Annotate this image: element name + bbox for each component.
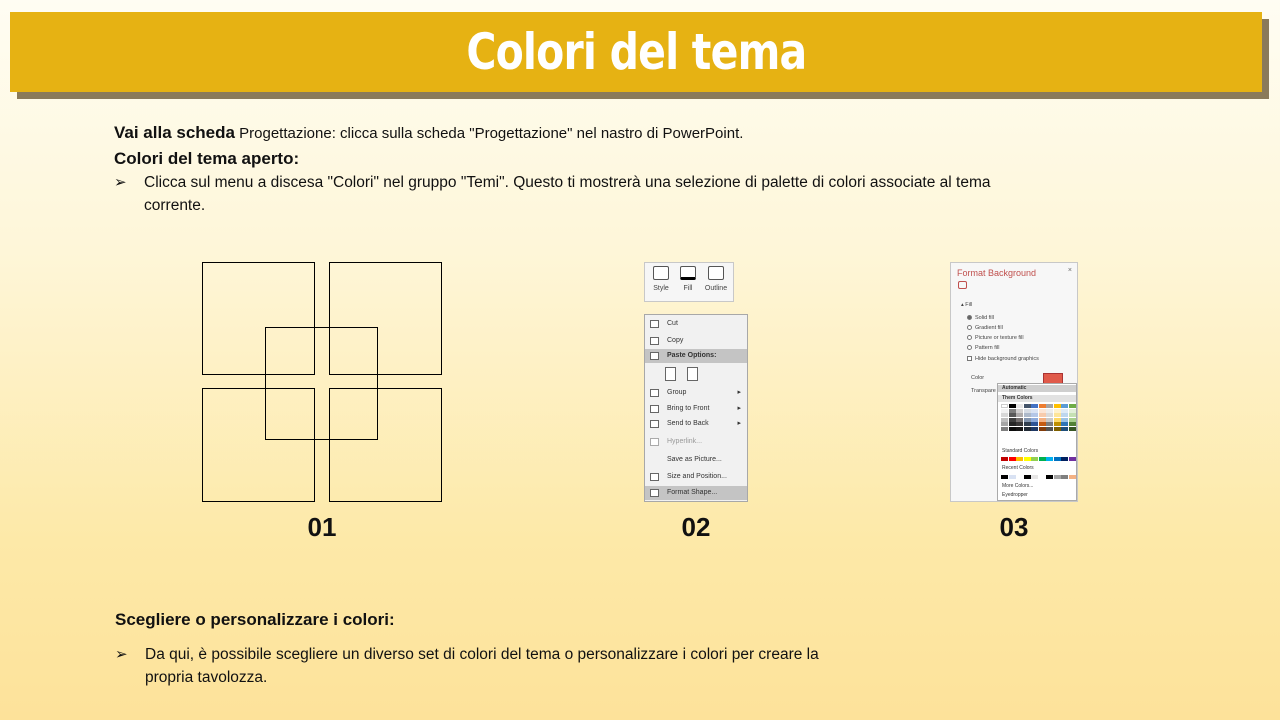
color-label: Color bbox=[971, 375, 985, 381]
radio-icon bbox=[967, 335, 972, 340]
fill-bucket-icon bbox=[680, 266, 696, 280]
menu-item-send-to-back[interactable] bbox=[645, 417, 747, 431]
menu-item-format-shape[interactable] bbox=[645, 486, 747, 500]
bring-front-icon bbox=[650, 405, 659, 413]
scissors-icon bbox=[650, 320, 659, 328]
menu-item-hyperlink[interactable] bbox=[645, 435, 747, 449]
option-picture-fill[interactable] bbox=[967, 335, 1024, 341]
option-solid-fill[interactable] bbox=[967, 315, 994, 321]
step-number-02: 02 bbox=[681, 512, 711, 542]
submenu-arrow-icon: ▸ bbox=[737, 389, 741, 396]
menu-item-label: Send to Back bbox=[667, 420, 709, 427]
step-number-01: 01 bbox=[307, 512, 337, 542]
palette-standard-colors-header: Standard Colors bbox=[1002, 448, 1039, 454]
shape-format-ribbon bbox=[644, 262, 734, 302]
intro-text: Progettazione: clicca sulla scheda "Progettazione" nel nastro di PowerPoint. bbox=[234, 125, 744, 142]
hide-graphics-checkbox[interactable] bbox=[967, 356, 1039, 362]
option-label: Gradient fill bbox=[975, 325, 1003, 331]
menu-item-label: Size and Position... bbox=[667, 473, 727, 480]
menu-item-paste-options bbox=[645, 349, 747, 363]
checkbox-label: Hide background graphics bbox=[975, 356, 1039, 362]
submenu-arrow-icon: ▸ bbox=[737, 420, 741, 427]
section2-heading: Scegliere o personalizzare i colori: bbox=[115, 610, 395, 629]
menu-item-copy[interactable] bbox=[645, 334, 747, 348]
ribbon-outline-label: Outline bbox=[704, 285, 728, 292]
paste-icon bbox=[650, 352, 659, 360]
transparency-label: Transpare bbox=[971, 388, 996, 394]
menu-item-label: Format Shape... bbox=[667, 489, 718, 496]
radio-icon bbox=[967, 345, 972, 350]
option-gradient-fill[interactable] bbox=[967, 325, 1003, 331]
link-icon bbox=[650, 438, 659, 446]
menu-item-label: Group bbox=[667, 389, 687, 396]
menu-item-size-and-position[interactable] bbox=[645, 470, 747, 484]
menu-item-label: Paste Options: bbox=[667, 352, 717, 359]
section1-bullet-line2: corrente. bbox=[144, 197, 206, 214]
checkbox-icon bbox=[967, 356, 972, 361]
context-menu bbox=[644, 314, 748, 502]
group-icon bbox=[650, 389, 659, 397]
style-icon bbox=[653, 266, 669, 280]
menu-item-bring-to-front[interactable] bbox=[645, 402, 747, 416]
copy-icon bbox=[650, 337, 659, 345]
section1-heading: Colori del tema aperto: bbox=[114, 149, 300, 168]
square-center bbox=[265, 327, 378, 440]
paste-picture-icon[interactable] bbox=[687, 367, 698, 381]
palette-automatic[interactable]: Automatic bbox=[998, 385, 1076, 392]
format-background-pane bbox=[950, 262, 1078, 502]
ribbon-style-button[interactable] bbox=[648, 266, 674, 292]
color-palette-dropdown bbox=[997, 383, 1077, 501]
ribbon-fill-label: Fill bbox=[683, 285, 693, 292]
paint-bucket-icon bbox=[958, 281, 967, 289]
theme-color-swatches[interactable] bbox=[1001, 404, 1076, 431]
recent-color-swatches[interactable] bbox=[1001, 475, 1076, 479]
section2-bullet-line1: Da qui, è possibile scegliere un diverso set di colori del tema o personalizzare i colori per creare la bbox=[145, 646, 819, 663]
paste-option-buttons bbox=[645, 365, 747, 385]
standard-color-swatches[interactable] bbox=[1001, 457, 1076, 461]
pane-title: Format Background bbox=[957, 268, 1037, 278]
outline-pen-icon bbox=[708, 266, 724, 280]
title-bar bbox=[10, 12, 1262, 92]
menu-item-group[interactable] bbox=[645, 386, 747, 400]
intro-bold: Vai alla scheda bbox=[114, 123, 235, 142]
radio-icon bbox=[967, 315, 972, 320]
option-pattern-fill[interactable] bbox=[967, 345, 999, 351]
section2-bullet-line2: propria tavolozza. bbox=[145, 669, 268, 686]
option-label: Pattern fill bbox=[975, 345, 1000, 351]
palette-recent-colors-header: Recent Colors bbox=[1002, 465, 1034, 471]
section1-bullet-line1: Clicca sul menu a discesa "Colori" nel gruppo "Temi". Questo ti mostrerà una selezione di palette di colori associate al tema bbox=[144, 174, 991, 191]
palette-more-colors[interactable]: More Colors... bbox=[1002, 483, 1034, 489]
ribbon-fill-button[interactable] bbox=[675, 266, 701, 292]
size-icon bbox=[650, 473, 659, 481]
bullet-arrow-icon: ➢ bbox=[115, 646, 128, 663]
menu-item-save-as-picture[interactable] bbox=[645, 453, 747, 467]
menu-item-label: Bring to Front bbox=[667, 405, 710, 412]
close-icon[interactable]: × bbox=[1067, 267, 1072, 274]
menu-item-label: Hyperlink... bbox=[667, 438, 703, 445]
intro-line bbox=[114, 122, 1114, 145]
option-label: Picture or texture fill bbox=[975, 335, 1024, 341]
step-number-03: 03 bbox=[999, 512, 1029, 542]
paste-keep-formatting-icon[interactable] bbox=[665, 367, 676, 381]
palette-theme-colors-header: Them Colors bbox=[998, 395, 1076, 402]
menu-item-label: Copy bbox=[667, 337, 684, 344]
menu-item-label: Cut bbox=[667, 320, 678, 327]
palette-eyedropper[interactable]: Eyedropper bbox=[1002, 492, 1028, 498]
bullet-arrow-icon: ➢ bbox=[114, 174, 127, 191]
fill-section-header[interactable]: ▴ Fill bbox=[961, 302, 973, 308]
menu-item-label: Save as Picture... bbox=[667, 456, 722, 463]
slide-title: Colori del tema bbox=[465, 23, 806, 81]
option-label: Solid fill bbox=[975, 315, 994, 321]
menu-item-cut[interactable] bbox=[645, 317, 747, 331]
radio-icon bbox=[967, 325, 972, 330]
fill-section-label: Fill bbox=[965, 302, 973, 308]
send-back-icon bbox=[650, 420, 659, 428]
submenu-arrow-icon: ▸ bbox=[737, 405, 741, 412]
ribbon-outline-button[interactable] bbox=[703, 266, 729, 292]
ribbon-style-label: Style bbox=[653, 285, 669, 292]
format-shape-icon bbox=[650, 489, 659, 497]
